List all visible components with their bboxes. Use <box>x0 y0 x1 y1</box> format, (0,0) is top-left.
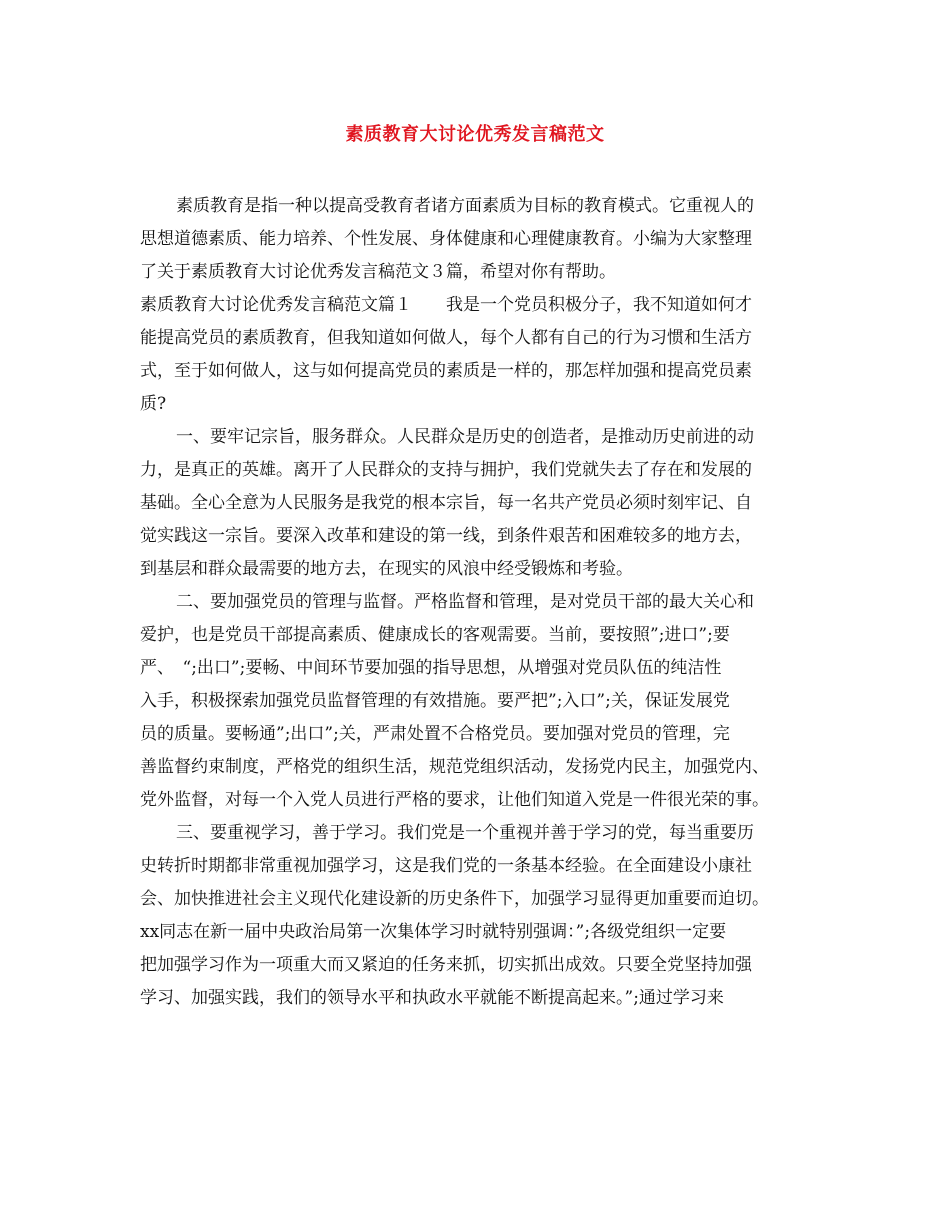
text-line: 到基层和群众最需要的地方去，在现实的风浪中经受锻炼和考验。 <box>140 559 633 579</box>
text-line: 式，至于如何做人，这与如何提高党员的素质是一样的，那怎样加强和提高党员素 <box>140 361 752 381</box>
text-line: 员的质量。要畅通”;出口”;关，严肃处置不合格党员。要加强对党员的管理，完 <box>140 724 730 744</box>
text-line: 善监督约束制度，严格党的组织生活，规范党组织活动，发扬党内民主，加强党内、 <box>140 757 769 777</box>
text-line: 能提高党员的素质教育，但我知道如何做人，每个人都有自己的行为习惯和生活方 <box>140 328 752 348</box>
text-line: 入手，积极探索加强党员监督管理的有效措施。要严把”;入口”;关，保证发展党 <box>140 691 730 711</box>
text-line: 爱护，也是党员干部提高素质、健康成长的客观需要。当前，要按照”;进口”;要 <box>140 625 730 645</box>
text-line: 史转折时期都非常重视加强学习，这是我们党的一条基本经验。在全面建设小康社 <box>140 856 752 876</box>
text-line: xx同志在新一届中央政治局第一次集体学习时就特别强调：”;各级党组织一定要 <box>140 922 727 942</box>
text-line: 觉实践这一宗旨。要深入改革和建设的第一线，到条件艰苦和困难较多的地方去， <box>140 526 752 546</box>
text-line: 二、要加强党员的管理与监督。严格监督和管理，是对党员干部的最大关心和 <box>176 592 754 612</box>
text-line: 严、 “;出口”;要畅、中间环节要加强的指导思想，从增强对党员队伍的纯洁性 <box>140 658 722 678</box>
text-line: 会、加快推进社会主义现代化建设新的历史条件下，加强学习显得更加重要而迫切。 <box>140 889 769 909</box>
text-line: 党外监督，对每一个入党人员进行严格的要求，让他们知道入党是一件很光荣的事。 <box>140 790 769 810</box>
text-line: 了关于素质教育大讨论优秀发言稿范文３篇，希望对你有帮助。 <box>140 262 616 282</box>
text-line: 三、要重视学习，善于学习。我们党是一个重视并善于学习的党，每当重要历 <box>176 823 754 843</box>
document-body <box>140 190 830 1015</box>
text-line: 素质教育是指一种以提高受教育者诸方面素质为目标的教育模式。它重视人的 <box>176 196 754 216</box>
text-line: 素质教育大讨论优秀发言稿范文篇１ 我是一个党员积极分子，我不知道如何才 <box>140 295 752 315</box>
text-line: 质? <box>140 394 167 414</box>
text-line: 一、要牢记宗旨，服务群众。人民群众是历史的创造者，是推动历史前进的动 <box>176 427 754 447</box>
text-line: 学习、加强实践，我们的领导水平和执政水平就能不断提高起来。”;通过学习来 <box>140 988 724 1008</box>
text-line: 力，是真正的英雄。离开了人民群众的支持与拥护，我们党就失去了存在和发展的 <box>140 460 752 480</box>
document-title: 素质教育大讨论优秀发言稿范文 <box>345 124 605 145</box>
text-line: 把加强学习作为一项重大而又紧迫的任务来抓，切实抓出成效。只要全党坚持加强 <box>140 955 752 975</box>
text-line: 基础。全心全意为人民服务是我党的根本宗旨，每一名共产党员必须时刻牢记、自 <box>140 493 752 513</box>
text-line: 思想道德素质、能力培养、个性发展、身体健康和心理健康教育。小编为大家整理 <box>140 229 752 249</box>
